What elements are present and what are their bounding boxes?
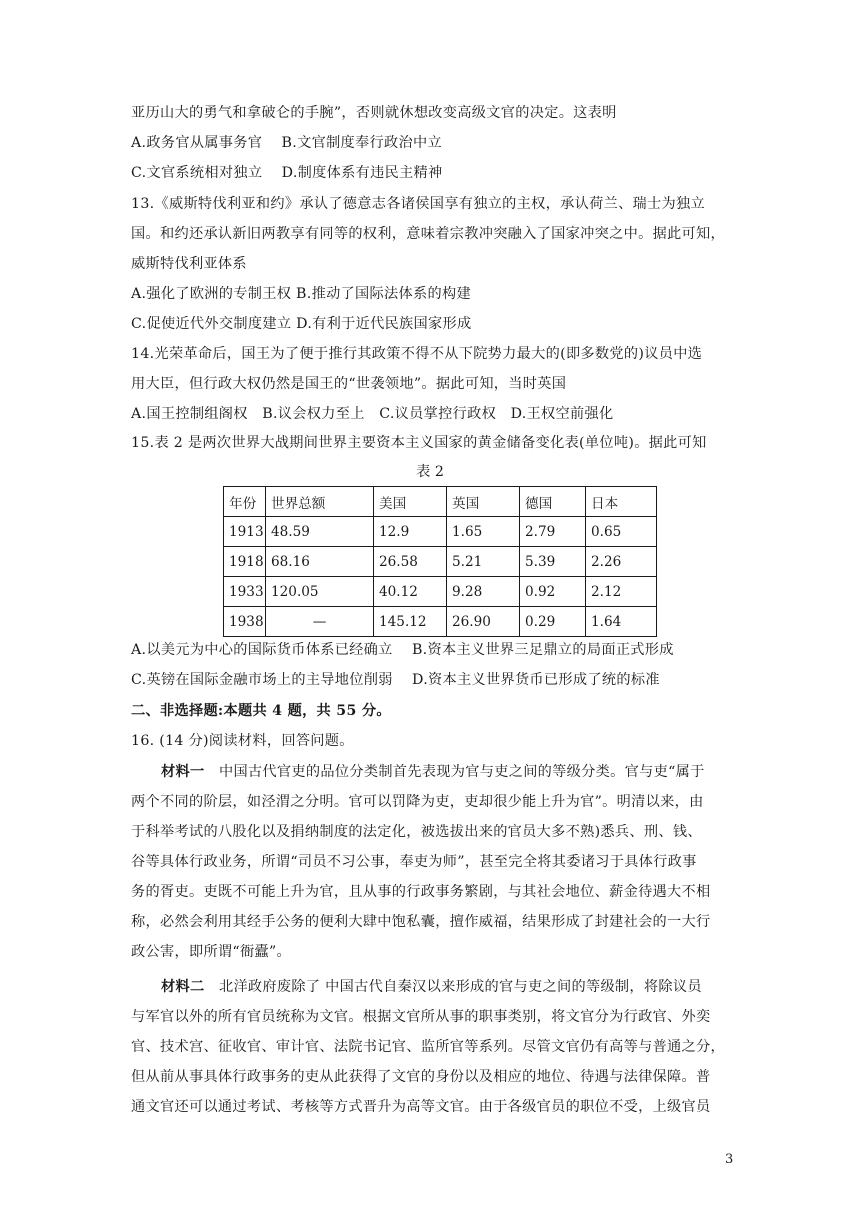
option-line: C.促使近代外交制度建立 D.有利于近代民族国家形成 xyxy=(131,316,472,332)
text-line: 政公害，即所谓“衙蠹”。 xyxy=(131,944,291,960)
text-line: 用大臣，但行政大权仍然是国王的“世袭领地”。据此可知，当时英国 xyxy=(131,376,567,392)
header-cell: 世界总额 xyxy=(266,487,374,517)
option-line: A.政务官从属事务官 B.文官制度奉行政治中立 xyxy=(131,135,442,151)
table-cell: 0.29 xyxy=(520,607,586,637)
table-cell: 5.39 xyxy=(520,547,586,577)
option-line: A.国王控制组阁权 B.议会权力至上 C.议员掌控行政权 D.王权空前强化 xyxy=(131,406,614,422)
table-cell: 26.90 xyxy=(447,607,520,637)
table-cell: 145.12 xyxy=(374,607,447,637)
table-header-row xyxy=(224,487,657,517)
text-line: 与军官以外的所有官员统称为文官。根据文官所从事的职事类别，将文官分为行政官、外奕 xyxy=(131,1009,711,1025)
text-line: 务的胥吏。吏既不可能上升为官，且从事的行政事务繁剧，与其社会地位、薪金待遇大不相 xyxy=(131,884,711,900)
table-cell: 0.65 xyxy=(586,517,657,547)
header-cell: 年份 xyxy=(224,487,266,517)
table-cell: 1913 xyxy=(224,517,266,547)
table-cell: 5.21 xyxy=(447,547,520,577)
question-16: 16. (14 分)阅读材料，回答问题。 xyxy=(131,733,354,749)
table-cell: 1938 xyxy=(224,607,266,637)
section-heading: 二、非选择题:本题共 4 题，共 55 分。 xyxy=(131,703,391,719)
gold-reserve-table xyxy=(223,486,657,637)
table-cell: 2.26 xyxy=(586,547,657,577)
table-cell: 120.05 xyxy=(266,577,374,607)
header-cell: 日本 xyxy=(586,487,657,517)
table-cell: 48.59 xyxy=(266,517,374,547)
text-line: 两个不同的阶层，如泾渭之分明。官可以罚降为吏，吏却很少能上升为官”。明清以来，由 xyxy=(131,794,704,810)
header-cell: 德国 xyxy=(520,487,586,517)
table-cell: 1.65 xyxy=(447,517,520,547)
option-line: C.文官系统相对独立 D.制度体系有违民主精神 xyxy=(131,165,443,181)
table-cell: 2.79 xyxy=(520,517,586,547)
table-row xyxy=(224,547,657,577)
table-caption: 表 2 xyxy=(416,464,444,480)
option-line: C.英镑在国际金融市场上的主导地位削弱 D.资本主义世界货币已形成了统的标准 xyxy=(131,672,660,688)
table-cell: 0.92 xyxy=(520,577,586,607)
table-cell: 1.64 xyxy=(586,607,657,637)
material-1-first-line xyxy=(161,762,741,782)
header-cell: 英国 xyxy=(447,487,520,517)
text-line: 谷等具体行政业务，所谓“司员不习公事，奉吏为师”，甚至完全将其委诸习于具体行政事 xyxy=(131,854,697,870)
text-line: 国。和约还承认新旧两教享有同等的权利，意味着宗教冲突融入了国家冲突之中。据此可知， xyxy=(131,226,725,242)
table-cell: 1918 xyxy=(224,547,266,577)
text-line: 威斯特伐利亚体系 xyxy=(131,256,247,272)
page-number: 3 xyxy=(725,1152,734,1167)
option-line: A.强化了欧洲的专制王权 B.推动了国际法体系的构建 xyxy=(131,286,471,302)
table-row xyxy=(224,607,657,637)
text-line: 通文官还可以通过考试、考核等方式晋升为高等文官。由于各级官员的职位不受，上级官员 xyxy=(131,1099,711,1115)
table-cell: — xyxy=(266,607,374,637)
text-line: 官、技术宫、征收官、审计官、法院书记官、监所官等系列。尽管文官仍有高等与普通之分， xyxy=(131,1039,725,1055)
text-line: 亚历山大的勇气和拿破仑的手腕”，否则就休想改变高级文官的决定。这表明 xyxy=(131,105,617,121)
table-cell: 40.12 xyxy=(374,577,447,607)
material-2-label: 材料二 xyxy=(161,979,205,995)
question-13: 13.《威斯特伐利亚和约》承认了德意志各诸侯国享有独立的主权，承认荷兰、瑞士为独立 xyxy=(131,196,705,212)
text-line: 于科举考试的八股化以及捐纳制度的法定化，被选拔出来的官员大多不熟)悉兵、刑、钱、 xyxy=(131,824,702,840)
question-14: 14.光荣革命后，国王为了便于推行其政策不得不从下院势力最大的(即多数党的)议员中选 xyxy=(131,346,703,362)
text-line: 称，必然会利用其经手公务的便利大肆中饱私囊，擅作威福，结果形成了封建社会的一大行 xyxy=(131,914,711,930)
material-1-text: 中国古代官吏的品位分类制首先表现为官与吏之间的等级分类。官与吏“属于 xyxy=(204,764,705,780)
question-15: 15.表 2 是两次世界大战期间世界主要资本主义国家的黄金储备变化表(单位吨)。据此可知 xyxy=(131,435,707,451)
material-2-text: 北洋政府废除了 中国古代自秦汉以来形成的官与吏之间的等级制，将除议员 xyxy=(204,979,702,995)
material-2-first-line xyxy=(161,977,741,997)
option-line: A.以美元为中心的国际货币体系已经确立 B.资本主义世界三足鼎立的局面正式形成 xyxy=(131,642,674,658)
table-row xyxy=(224,577,657,607)
table-cell: 2.12 xyxy=(586,577,657,607)
table-cell: 68.16 xyxy=(266,547,374,577)
table-cell: 26.58 xyxy=(374,547,447,577)
material-1-label: 材料一 xyxy=(161,764,205,780)
text-line: 但从前从事具体行政事务的吏从此获得了文官的身份以及相应的地位、待遇与法律保障。普 xyxy=(131,1069,711,1085)
table-cell: 1933 xyxy=(224,577,266,607)
table-row xyxy=(224,517,657,547)
table-cell: 9.28 xyxy=(447,577,520,607)
table-cell: 12.9 xyxy=(374,517,447,547)
header-cell: 美国 xyxy=(374,487,447,517)
